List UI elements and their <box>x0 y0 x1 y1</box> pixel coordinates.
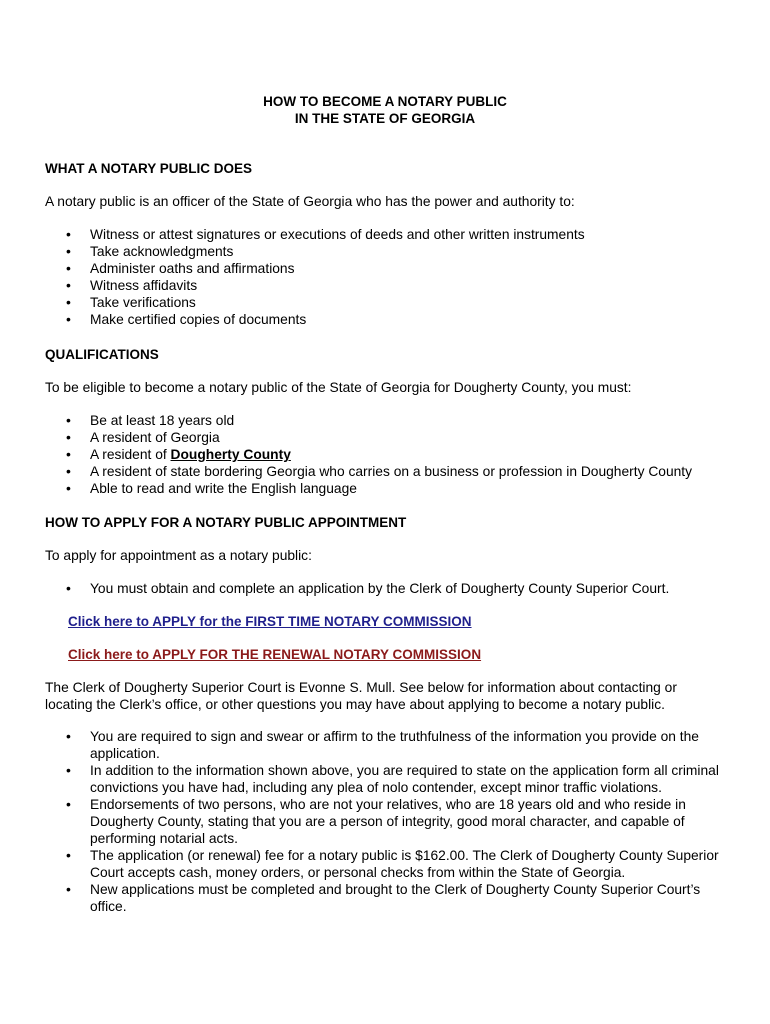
document-title <box>0 93 770 127</box>
apply-intro: To apply for appointment as a notary public: <box>45 548 312 563</box>
list-item: • Endorsements of two persons, who are not your relatives, who are 18 years old and who reside in Dougherty County, stating that you are a person of integrity, good moral character, and capable of performing notarial acts. <box>0 796 730 847</box>
county-emphasis: Dougherty County <box>170 447 291 462</box>
apply-list <box>0 580 730 597</box>
list-item: • Witness affidavits <box>0 277 730 294</box>
list-item: • Make certified copies of documents <box>0 311 730 328</box>
title-line-1: HOW TO BECOME A NOTARY PUBLIC <box>263 94 507 109</box>
list-item: • Be at least 18 years old <box>0 412 730 429</box>
list-item: • You must obtain and complete an application by the Clerk of Dougherty County Superior Court. <box>0 580 730 597</box>
section-heading-qualifications: QUALIFICATIONS <box>45 347 159 362</box>
list-item: • You are required to sign and swear or affirm to the truthfulness of the information you provide on the application. <box>0 728 730 762</box>
qualifications-list <box>0 412 730 497</box>
list-item-prefix: A resident of <box>90 447 171 462</box>
list-item: • In addition to the information shown above, you are required to state on the application form all criminal convictions you have had, including any plea of nolo contender, except minor traffic violations. <box>0 762 730 796</box>
first-time-application-link[interactable]: Click here to APPLY for the FIRST TIME NOTARY COMMISSION <box>68 614 472 629</box>
clerk-paragraph: The Clerk of Dougherty Superior Court is Evonne S. Mull. See below for information about contacting or locating the Clerk’s office, or other questions you may have about applying to become a notary public. <box>45 680 677 712</box>
list-item <box>0 446 730 463</box>
list-item: • A resident of Georgia <box>0 429 730 446</box>
duties-list <box>0 226 730 328</box>
list-item: • Administer oaths and affirmations <box>0 260 730 277</box>
qualifications-intro: To be eligible to become a notary public of the State of Georgia for Dougherty County, you must: <box>45 380 632 395</box>
list-item: • New applications must be completed and brought to the Clerk of Dougherty County Superior Court’s office. <box>0 881 730 915</box>
title-line-2: IN THE STATE OF GEORGIA <box>294 111 476 126</box>
section-heading-duties: WHAT A NOTARY PUBLIC DOES <box>45 161 252 176</box>
section-heading-apply: HOW TO APPLY FOR A NOTARY PUBLIC APPOINTMENT <box>45 515 407 530</box>
list-item: • Take verifications <box>0 294 730 311</box>
list-item: • Able to read and write the English language <box>0 480 730 497</box>
list-item: • The application (or renewal) fee for a notary public is $162.00. The Clerk of Dougherty County Superior Court accepts cash, money orders, or personal checks from within the State of Georgia. <box>0 847 730 881</box>
duties-intro: A notary public is an officer of the State of Georgia who has the power and authority to: <box>45 194 575 209</box>
list-item: • Take acknowledgments <box>0 243 730 260</box>
requirements-list <box>0 728 730 915</box>
list-item: • Witness or attest signatures or executions of deeds and other written instruments <box>0 226 730 243</box>
list-item: • A resident of state bordering Georgia who carries on a business or profession in Dougherty County <box>0 463 730 480</box>
renewal-application-link[interactable]: Click here to APPLY FOR THE RENEWAL NOTARY COMMISSION <box>68 647 482 662</box>
